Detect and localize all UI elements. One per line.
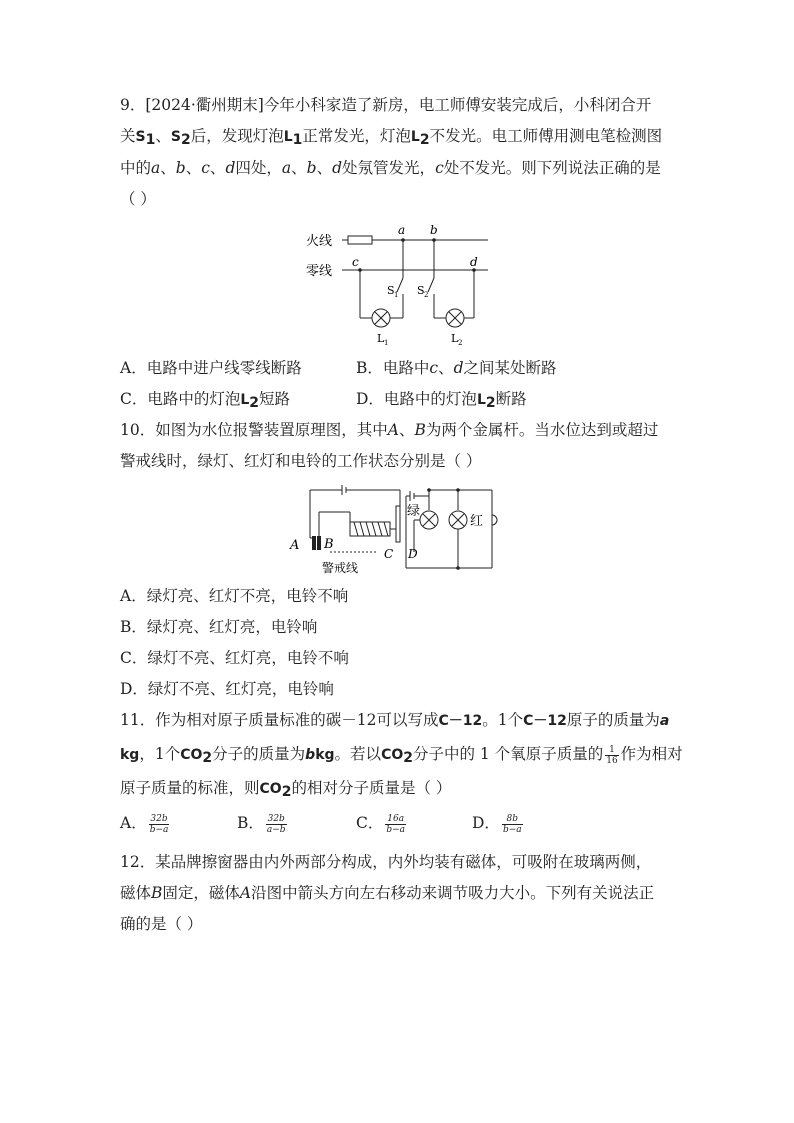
svg-text:a: a xyxy=(398,223,406,237)
q10-line-2: 警戒线时，绿灯、红灯和电铃的工作状态分别是（ ） xyxy=(120,452,482,470)
svg-text:2: 2 xyxy=(458,339,463,347)
svg-text:S: S xyxy=(387,284,395,297)
q10-option-b: B．绿灯亮、红灯亮，电铃响 xyxy=(120,618,318,636)
q12-line-3: 确的是（ ） xyxy=(120,915,203,933)
fuse-icon xyxy=(348,236,372,244)
q9-number: 9． xyxy=(120,96,146,114)
svg-text:零线: 零线 xyxy=(306,264,333,279)
q10-option-d: D．绿灯不亮、红灯亮，电铃响 xyxy=(120,680,334,698)
svg-text:1: 1 xyxy=(394,291,399,299)
svg-text:c: c xyxy=(352,255,359,269)
q12-line-1: 12．某品牌擦窗器由内外两部分构成，内外均装有磁体，可吸附在玻璃两侧， xyxy=(120,853,652,871)
q9-line-3: 中的a、b、c、d四处，a、b、d处氖管发光，c处不发光。则下列说法正确的是 xyxy=(120,159,661,177)
q11-line-1: 11．作为相对原子质量标准的碳－12可以写成C－12。1个C－12原子的质量为a xyxy=(120,711,670,729)
svg-text:D: D xyxy=(408,547,418,561)
q9-line-2: 关$S_1$、$S_2$后，发现灯泡$L_1$正常发光，灯泡$L_2$不发光。电工师傅用测电笔检测图 xyxy=(120,127,663,148)
svg-text:红: 红 xyxy=(470,514,484,529)
svg-text:b: b xyxy=(430,223,438,237)
svg-text:S: S xyxy=(417,284,425,297)
svg-text:2: 2 xyxy=(424,291,429,299)
q10-line-1: 10．如图为水位报警装置原理图，其中A、B为两个金属杆。当水位达到或超过 xyxy=(120,421,659,439)
q10-option-c: C．绿灯不亮、红灯亮，电铃不响 xyxy=(120,649,349,667)
rod-a xyxy=(312,536,316,550)
q9-option-b: B．电路中c、d之间某处断路 xyxy=(356,359,557,377)
q9-line-1: 9．[2024·衢州期末]今年小科家造了新房，电工师傅安装完成后，小科闭合开 xyxy=(120,96,652,114)
svg-text:d: d xyxy=(470,255,478,269)
svg-text:火线: 火线 xyxy=(306,234,333,249)
q11-line-2: kg，1个$CO_2$分子的质量为bkg。若以$CO_2$分子中的 1 个氧原子质量的 $\frac{1}{16}$ 作为相对 xyxy=(120,744,683,766)
q9-option-c: C．电路中的灯泡$L_2$短路 xyxy=(120,390,291,411)
svg-text:1: 1 xyxy=(384,339,389,347)
rod-b xyxy=(317,536,321,550)
q12-line-2: 磁体B固定，磁体A沿图中箭头方向左右移动来调节吸力大小。下列有关说法正 xyxy=(120,884,655,902)
svg-text:L: L xyxy=(377,332,385,345)
svg-text:绿: 绿 xyxy=(407,504,421,519)
q11-option-d: D． $\frac{8b}{b-a}$ xyxy=(472,813,522,835)
q9-source: [2024·衢州期末] xyxy=(145,96,264,114)
q11-option-c: C． $\frac{16a}{b-a}$ xyxy=(356,813,406,835)
fraction-1-16: $\frac{1}{16}$ xyxy=(606,744,618,766)
bell-icon xyxy=(492,515,497,525)
q10-alarm-diagram xyxy=(286,482,508,578)
q9-circuit-diagram xyxy=(300,222,500,350)
q10-option-a: A．绿灯亮、红灯不亮，电铃不响 xyxy=(120,587,349,605)
q11-line-3: 原子质量的标准，则$CO_2$的相对分子质量是（ ） xyxy=(120,779,452,800)
svg-text:B: B xyxy=(324,537,334,552)
q11-option-a: A． $\frac{32b}{b-a}$ xyxy=(120,813,169,835)
q9-paren: （ ） xyxy=(120,190,156,208)
q11-option-b: B． $\frac{32b}{a-b}$ xyxy=(237,813,286,835)
svg-text:L: L xyxy=(451,332,459,345)
q9-option-a: A．电路中进户线零线断路 xyxy=(120,359,302,377)
q9-option-d: D．电路中的灯泡$L_2$断路 xyxy=(356,390,527,411)
svg-text:C: C xyxy=(384,547,394,561)
svg-text:警戒线: 警戒线 xyxy=(322,561,359,575)
svg-text:A: A xyxy=(290,538,300,553)
